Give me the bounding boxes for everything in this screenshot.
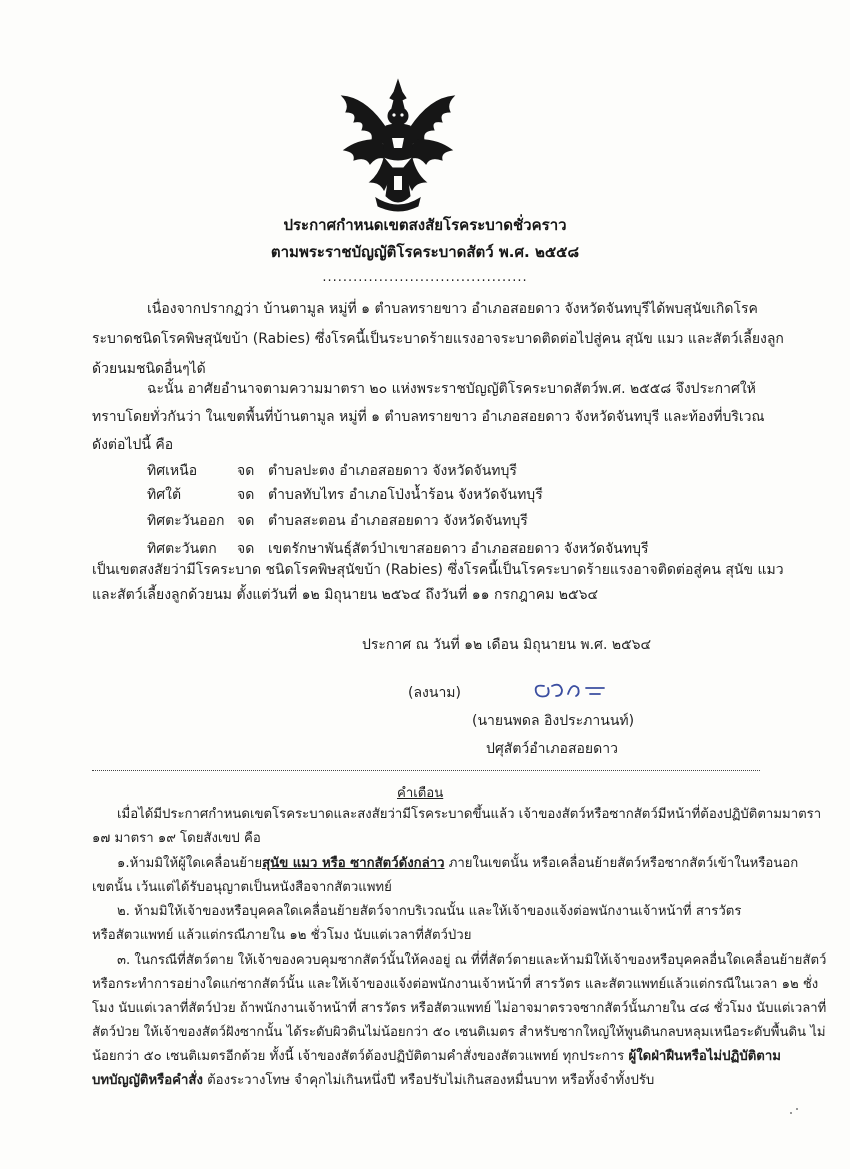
warning-item-3-text: น้อยกว่า ๕๐ เซนติเมตรอีกด้วย ทั้งนี้ เจ้าของสัตว์ต้องปฏิบัติตามคำสั่งของสัตวแพทย์ ทุกประการ	[92, 1049, 629, 1064]
section-divider	[92, 770, 760, 771]
warning-item-3-line-6	[92, 1069, 654, 1090]
handwritten-signature	[530, 676, 622, 702]
warning-heading: คำเตือน	[397, 786, 444, 801]
warning-item-3-line-5	[92, 1045, 781, 1066]
act-title: ตามพระราชบัญญัติโรคระบาดสัตว์ พ.ศ. ๒๕๕๘	[270, 243, 580, 261]
paragraph-1-line-2: ระบาดชนิดโรคพิษสุนัขบ้า (Rabies) ซึ่งโรคนี้เป็นระบาดร้ายแรงอาจระบาดติดต่อไปสู่คน สุนัข แมว และสัตว์เลี้ยงลูก	[92, 331, 784, 347]
warning-intro-line-1: เมื่อได้มีประกาศกำหนดเขตโรคระบาดและสงสัยว่ามีโรคระบาดขึ้นแล้ว เจ้าของสัตว์หรือซากสัตว์มีหน้าที่ต้องปฏิบัติตามมาตรา	[117, 807, 822, 822]
boundary-place: ตำบลสะตอน อำเภอสอยดาว จังหวัดจันทบุรี	[268, 513, 528, 529]
scan-speck	[790, 1112, 792, 1114]
boundary-adjoin: จด	[237, 541, 255, 557]
boundary-direction: ทิศเหนือ	[147, 463, 198, 479]
warning-item-1-line-1	[117, 852, 798, 873]
announcement-date: ประกาศ ณ วันที่ ๑๒ เดือน มิถุนายน พ.ศ. ๒๕๖๔	[362, 637, 652, 653]
warning-item-1-emphasis: สุนัข แมว หรือ ซากสัตว์ดังกล่าว	[262, 856, 445, 871]
paragraph-3-line-1: เป็นเขตสงสัยว่ามีโรคระบาด ชนิดโรคพิษสุนัขบ้า (Rabies) ซึ่งโรคนี้เป็นโรคระบาดร้ายแรงอาจติดต่อสู่คน สุนัข แมว	[92, 562, 784, 578]
boundary-adjoin: จด	[237, 487, 255, 503]
warning-item-1-line-2: เขตนั้น เว้นแต่ได้รับอนุญาตเป็นหนังสือจากสัตวแพทย์	[92, 880, 392, 895]
garuda-emblem-icon	[336, 78, 460, 212]
boundary-direction: ทิศใต้	[147, 487, 182, 503]
paragraph-2-line-2: ทราบโดยทั่วกันว่า ในเขตพื้นที่บ้านตามูล หมู่ที่ ๑ ตำบลทรายขาว อำเภอสอยดาว จังหวัดจันทบุรี และท้องที่บริเวณ	[92, 409, 765, 425]
title-divider: ........................................	[322, 270, 528, 285]
warning-item-2-line-1: ๒. ห้ามมิให้เจ้าของหรือบุคคลใดเคลื่อนย้ายสัตว์จากบริเวณนั้น และให้เจ้าของแจ้งต่อพนักงานเจ้าหน้าที่ สารวัตร	[117, 904, 742, 919]
paragraph-1-line-3: ด้วยนมชนิดอื่นๆได้	[92, 361, 206, 377]
warning-item-3-line-2: หรือกระทำการอย่างใดแก่ซากสัตว์นั้น และให้เจ้าของแจ้งต่อพนักงานเจ้าหน้าที่ สารวัตร และสัตวแพทย์แล้วแต่กรณีในเวลา ๑๒ ชั่ง	[92, 977, 819, 992]
warning-intro-line-2: ๑๗ มาตรา ๑๙ โดยสังเขป คือ	[92, 831, 261, 846]
boundary-direction: ทิศตะวันออก	[147, 513, 225, 529]
boundary-place: ตำบลทับไทร อำเภอโป่งน้ำร้อน จังหวัดจันทบุรี	[268, 487, 543, 503]
warning-item-3-line-4: สัตว์ป่วย ให้เจ้าของสัตว์ฝังซากนั้น ได้ระดับผิวดินไม่น้อยกว่า ๕๐ เซนติเมตร สำหรับซากใหญ่ให้พูนดินกลบหลุมเหนือระดับพื้นดิน ไม่	[92, 1025, 826, 1040]
warning-penalty-emphasis-2: บทบัญญัติหรือคำสั่ง	[92, 1073, 203, 1088]
boundary-direction: ทิศตะวันตก	[147, 541, 217, 557]
scan-speck	[796, 1108, 798, 1110]
paragraph-2-line-3: ดังต่อไปนี้ คือ	[92, 437, 174, 453]
signer-name: (นายนพดล อิงประภานนท์)	[472, 713, 635, 729]
warning-item-3-line-1: ๓. ในกรณีที่สัตว์ตาย ให้เจ้าของควบคุมซากสัตว์นั้นให้คงอยู่ ณ ที่ที่สัตว์ตายและห้ามมิให้เจ้าของหรือบุคคลอื่นใดเคลื่อนย้ายสัตว์	[117, 953, 827, 968]
sign-label: (ลงนาม)	[408, 685, 461, 701]
warning-item-1-text-rest: ภายในเขตนั้น หรือเคลื่อนย้ายสัตว์หรือซากสัตว์เข้าในหรือนอก	[444, 856, 799, 871]
boundary-place: เขตรักษาพันธุ์สัตว์ป่าเขาสอยดาว อำเภอสอยดาว จังหวัดจันทบุรี	[268, 541, 649, 557]
warning-item-3-line-3: โมง นับแต่เวลาที่สัตว์ป่วย ถ้าพนักงานเจ้าหน้าที่ สารวัตร หรือสัตวแพทย์ ไม่อาจมาตรวจซากสัตว์นั้นภายใน ๔๘ ชั่วโมง นับแต่เวลาที่	[92, 1001, 827, 1016]
signer-position: ปศุสัตว์อำเภอสอยดาว	[486, 741, 618, 757]
paragraph-2-line-1: ฉะนั้น อาศัยอำนาจตามความมาตรา ๒๐ แห่งพระราชบัญญัติโรคระบาดสัตว์พ.ศ. ๒๕๕๘ จึงประกาศให้	[147, 381, 756, 397]
paragraph-3-line-2: และสัตว์เลี้ยงลูกด้วยนม ตั้งแต่วันที่ ๑๒ มิถุนายน ๒๕๖๔ ถึงวันที่ ๑๑ กรกฎาคม ๒๕๖๔	[92, 587, 599, 603]
boundary-place: ตำบลปะตง อำเภอสอยดาว จังหวัดจันทบุรี	[268, 463, 517, 479]
warning-penalty-text: ต้องระวางโทษ จำคุกไม่เกินหนึ่งปี หรือปรับไม่เกินสองหมื่นบาท หรือทั้งจำทั้งปรับ	[202, 1073, 655, 1088]
warning-item-1-text: ๑.ห้ามมิให้ผู้ใดเคลื่อนย้าย	[117, 856, 263, 871]
warning-item-2-line-2: หรือสัตวแพทย์ แล้วแต่กรณีภายใน ๑๒ ชั่วโมง นับแต่เวลาที่สัตว์ป่วย	[92, 928, 472, 943]
warning-penalty-emphasis: ผู้ใดฝ่าฝืนหรือไม่ปฏิบัติตาม	[628, 1049, 781, 1064]
boundary-adjoin: จด	[237, 513, 255, 529]
paragraph-1-line-1: เนื่องจากปรากฏว่า บ้านตามูล หมู่ที่ ๑ ตำบลทรายขาว อำเภอสอยดาว จังหวัดจันทบุรีได้พบสุนัขเกิดโรค	[147, 301, 758, 317]
boundary-adjoin: จด	[237, 463, 255, 479]
announcement-title: ประกาศกำหนดเขตสงสัยโรคระบาดชั่วคราว	[283, 216, 567, 234]
